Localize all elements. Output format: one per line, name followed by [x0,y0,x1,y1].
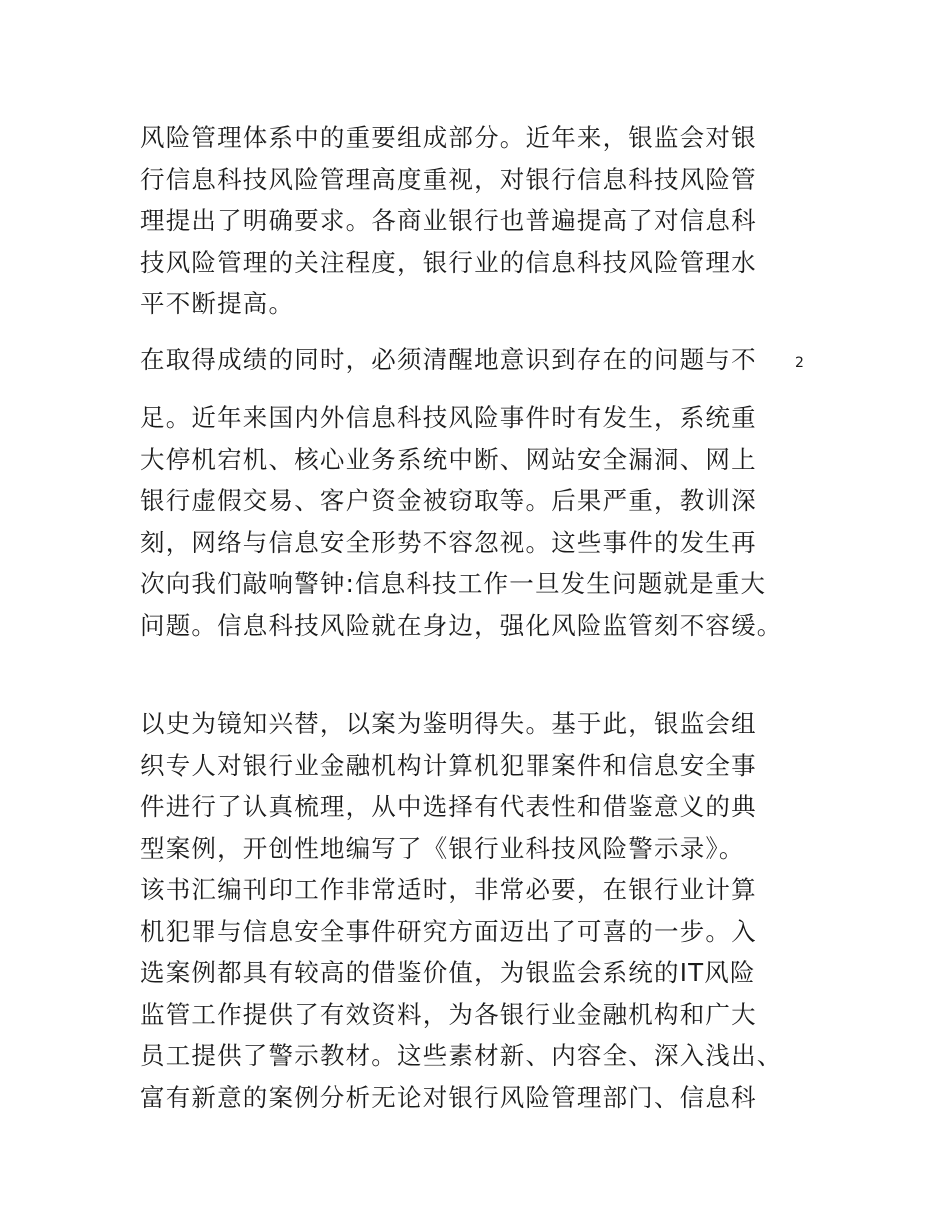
text-line: 在取得成绩的同时，必须清醒地意识到存在的问题与不 [140,345,757,374]
text-line: 织专人对银行业金融机构计算机犯罪案件和信息安全事 [140,750,757,780]
text-line: 行信息科技风险管理高度重视，对银行信息科技风险管 [140,164,757,194]
text-line: 员工提供了警示教材。这些素材新、内容全、深入浅出、 [140,1041,783,1070]
paragraph [140,703,820,1118]
text-line: 该书汇编刊印工作非常适时，非常必要，在银行业计算 [140,875,757,904]
paragraph [140,117,820,325]
text-line: 件进行了认真梳理，从中选择有代表性和借鉴意义的典 [140,792,757,821]
paragraph [140,397,820,646]
text-line: 机犯罪与信息安全事件研究方面迈出了可喜的一步。入 [140,916,757,946]
paragraph [140,339,820,381]
text-line: 型案例，开创性地编写了《银行业科技风险警示录》。 [140,833,745,863]
text-line: 富有新意的案例分析无论对银行风险管理部门、信息科 [140,1082,757,1112]
text-line: 银行虚假交易、客户资金被窃取等。后果严重，教训深 [140,486,757,515]
text-line: 大停机宕机、核心业务系统中断、网站安全漏洞、网上 [140,444,757,474]
text-line: 以史为镜知兴替，以案为鉴明得失。基于此，银监会组 [140,709,757,738]
text-line: 风险管理体系中的重要组成部分。近年来，银监会对银 [140,123,757,152]
text-line: 理提出了明确要求。各商业银行也普遍提高了对信息科 [140,206,757,235]
text-line: 足。近年来国内外信息科技风险事件时有发生，系统重 [140,403,757,432]
text-line: 问题。信息科技风险就在身边，强化风险监管刻不容缓。 [140,610,783,640]
text-line: 刻，网络与信息安全形势不容忽视。这些事件的发生再 [140,527,757,557]
page-number: 2 [795,355,804,371]
text-line: 平不断提高。 [140,289,295,318]
text-line: 监管工作提供了有效资料，为各银行业金融机构和广大 [140,999,757,1029]
text-line: 技风险管理的关注程度，银行业的信息科技风险管理水 [140,247,757,277]
text-line: 选案例都具有较高的借鉴价值，为银监会系统的IT风险 [140,958,756,987]
text-line: 次向我们敲响警钟:信息科技工作一旦发生问题就是重大 [140,569,767,598]
